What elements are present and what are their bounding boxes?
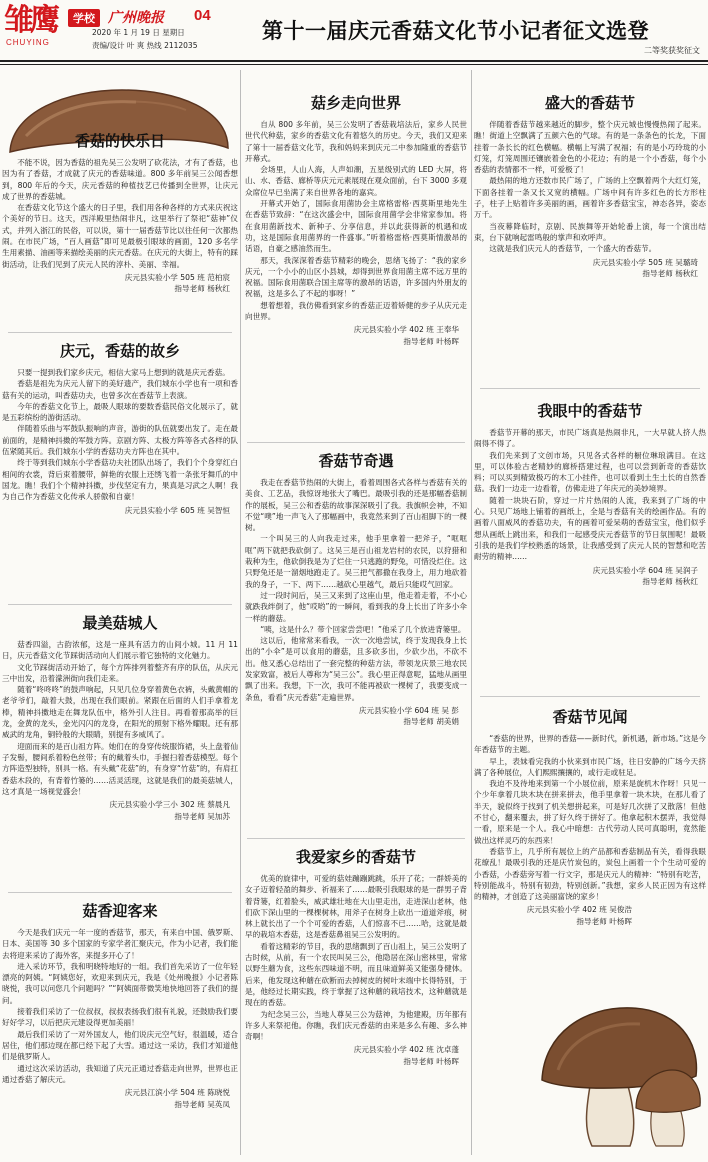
article-body <box>245 873 467 1042</box>
article-body <box>245 119 467 322</box>
article-hometown-of-mushroom <box>2 340 238 516</box>
paragraph: 香菇节上，几乎所有展位上的产品都和香菇制品有关，看得我眼花缭乱！最吸引我的还是庆竹炭包的，炭包上画着一个个生动可爱的小香菇，小香菇旁写着一行文字，那是庆元人的精神：“特别有吃苦，特别能战斗，特别有韧劲，特别创新。”我想，家乡人民正因为有这样的精神，才创造了这美丽富饶的家乡！ <box>474 846 706 902</box>
byline-teacher: 指导老师 杨秋红 <box>642 269 698 279</box>
separator <box>247 838 465 839</box>
paragraph: 那天，我深深着香菇节精彩的晚会，思绪飞扬了：“我的家乡庆元，一个小小的山区小县城，却得到世界食用菌主席不远万里的祝福。国际食用菌联合国主席等的激昂的话语，许多国内外朋友的祝福，这是多么了不起的事呀！” <box>245 255 467 299</box>
byline-author: 庆元县实验小学 402 班 沈卓蓬 <box>353 1045 459 1055</box>
article-body <box>2 367 238 503</box>
byline-teacher: 指导老师 叶杨晖 <box>576 916 632 926</box>
paragraph: 我们先来到了文创市场，只见各式各样的橱位琳琅满目。在这里，可以体验古老精妙的廊桥搭建过程，也可以尝到新奇的香菇饮料；可以买到精致极巧的木工小挂件，也可以看到土生土长的自然香菇。我们一边走一边看着，仿佛走进了年庆元的美妙境界。 <box>474 450 706 494</box>
masthead <box>0 0 708 66</box>
byline-author: 庆元县实验小学 604 班 吴润子 <box>592 565 698 575</box>
paragraph: 伴随着乐曲与军鼓队振响的声音，游街的队伍就要出发了。走在最前面的，是精神抖擞的军鼓方阵。京剧方阵、太极方阵等各式各样的队伍紧随其后。我们城东小学的香菇功夫方阵也在其中。 <box>2 424 238 457</box>
paragraph: 今年的香菇文化节上，最吸人眼球的要数香菇民俗文化展示了，就是五彩缤纷的游街活动。 <box>2 401 238 423</box>
paragraph: 迎面而来的是百山祖方阵。她们在的身穿传统服饰裙，头上盘着仙子发髻，腰间系着粉色丝带；有的戴着头巾，手握扫着香菇模型。每个方阵造型独特，别具一格。有头戴“花菇”的，有身穿“竹菇”的，有肩扛香菇木段的，有背着竹篓的……活灵活现，这就是我们的最美菇城人，这才真是一场视觉盛会！ <box>2 741 238 796</box>
paragraph: 看着这精彩的节目，我的思绪飘到了百山祖上，吴三公发明了古时候，从前，有一个农民叫吴三公，他隐居在深山密林里，常常以野生蘑为食，这些东西味道不明，而且味道鲜美又能强身健体。后来，他发现这种蘑在砍断而去掉树皮的树叶末端中长得特别，于是，他经过长期实践，终于掌握了这种蘑的栽培技术，这种蘑就是现在的香菇。 <box>245 941 467 1008</box>
article-grand-festival <box>474 92 706 280</box>
article-title: 我爱家乡的香菇节 <box>295 848 416 866</box>
paragraph: 最热闹的地方还数市民广场了，广场的上空飘着两个大红灯笼，下面各挂着一条又长又宽的横幅。广场中间有许多红色的长方形柱子，柱子上贴着许多美丽的画，画着许多香菇宝宝，神态各异，姿态万千。 <box>474 176 706 220</box>
paragraph: 过一段时间后，吴三又来到了这座山里，他走着走着，不小心就跌我绊倒了，他“哎哟”的一瞬间，看到我的身上长出了许多小伞一样的蘑菇。 <box>245 590 467 623</box>
byline-author: 庆元县实验小学 402 班 王奉华 <box>353 325 459 335</box>
byline-author: 庆元县实验小学 605 班 吴智恒 <box>124 505 230 515</box>
article-byline <box>245 1044 467 1067</box>
article-title: 菇乡走向世界 <box>310 94 401 112</box>
paragraph: 只要一提到我们家乡庆元，相信大家马上想到的就是庆元香菇。 <box>17 368 230 377</box>
article-body <box>245 477 467 703</box>
article-body <box>2 157 238 270</box>
header-rule-thin <box>0 64 708 65</box>
paragraph: 文化节踩街活动开始了，每个方阵排列着整齐有序的队伍，从庆元三中出发，沿着濛洲街向我们走来。 <box>2 662 238 683</box>
issue-editors: 责编/设计 叶 爽 热线 2112035 <box>92 41 198 50</box>
byline-author: 庆元县实验小学三小 302 班 蔡晨凡 <box>109 800 230 810</box>
paragraph: 我迫不及待地来到第一个小展位前，原来是旋机木作呀！只见一个少年拿着几块木块在拼来拼去，他手里拿着一块木块，在那儿看了半天，貌似终于找到了机关想拼起来，可是好几次拼了又散落！但他不甘心，翻来覆去，拼了好久终于拼好了。他拿起积木摆弄，我觉得一看，原来是一个人。我心中暗想：古代劳动人民可真聪明，竟然能做出这样灵巧的东西来！ <box>474 779 706 845</box>
paragraph: 随着“咚咚咚”的鼓声响起，只见几位身穿着黄色衣裤，头戴黄帽的老爷爷们，敲着大鼓，出现在我们眼前。紧跟在后面的人们手拿着龙棒，精神抖擞地走在舞龙队伍中，格外引人注目。再看着那高举的巨龙，金黄的龙头，金光闪闪的龙身，在阳光的照射下格外耀眼。还有那威武的龙角，铜铃般的大眼睛，别提有多威风了。 <box>2 685 238 740</box>
article-byline <box>2 799 238 822</box>
byline-teacher: 指导老师 吴英凤 <box>174 1099 230 1109</box>
paragraph: 最后我们采访了一对外国友人，他们说庆元空气好，很温暖，适合居住，他们那边现在都已经下起了大雪。通过这一采访，我们才知道他们是俄罗斯人。 <box>2 1029 238 1062</box>
byline-teacher: 指导老师 胡美娟 <box>403 717 459 727</box>
column-left <box>2 70 238 1155</box>
paragraph: 早上，表妹看完我的小伙来到市民广场，往日安静的广场今天挤满了各种展位，人们熙熙攘攘的，或行走或驻足。 <box>474 756 706 777</box>
article-festival-observations <box>474 706 706 927</box>
article-body <box>474 427 706 563</box>
separator <box>8 332 232 333</box>
article-title: 我眼中的香菇节 <box>537 402 643 420</box>
issue-date: 2020 年 1 月 19 日 星期日 <box>92 28 185 37</box>
paragraph: 随着一块块石阶，穿过一片片热闹的人流，我来到了广场的中心。只见广场地上铺着的画纸上，全是与香菇有关的绘画作品。有的画着八面威风的香菇功夫，有的画着可爱呆萌的香菇宝宝，他们似乎想从画纸上跳出来，和我们一起感受庆元香菇节的节日氛围呢！最吸引我的是我们学校熟悉的场景，让我感受到了庆元人民的智慧和吃苦耐劳的精神…… <box>474 495 706 562</box>
paragraph: 接着我们采访了一位叔叔，叔叔表扬我们很有礼貌，还鼓励我们要好好学习，以后把庆元建设得更加美丽！ <box>2 1007 238 1028</box>
byline-author: 庆元县实验小学 402 班 吴俊浩 <box>526 905 632 915</box>
logo <box>4 4 68 50</box>
article-most-beautiful-people <box>2 612 238 822</box>
byline-author: 庆元县实验小学 505 班 吴璐琦 <box>592 257 698 267</box>
article-title: 香菇的快乐日 <box>74 132 165 150</box>
paragraph: 终于等到我们城东小学香菇功夫社团队出场了，我们个个身穿红白相间的衣裳，背后束着腰带，鲜艳的衣服上还绣飞着一条张牙舞爪的中国龙。瞧！我们个个精神抖擞，步伐坚定有力，果真是习武之人啊！我为自己作为香菇文化传承人骄傲和自豪！ <box>2 458 238 502</box>
article-welcome-guests <box>2 900 238 1110</box>
article-byline <box>474 257 706 280</box>
article-festival-adventure <box>245 450 467 728</box>
byline-author: 庆元县实验小学 604 班 吴 彭 <box>358 705 459 715</box>
separator <box>8 604 232 605</box>
article-byline <box>2 1087 238 1110</box>
article-to-the-world <box>245 92 467 347</box>
article-body <box>474 733 706 902</box>
paragraph: 为纪念吴三公，当地人尊吴三公为菇神，为他建殿，历年都有许多人来祭祀他。你瞧，我们庆元香菇的由来是多么有趣、多么神奇啊！ <box>245 1009 467 1042</box>
article-title: 香菇节奇遇 <box>318 452 394 470</box>
article-byline <box>474 904 706 927</box>
article-byline <box>245 705 467 728</box>
article-mushroom-happy-day <box>2 130 238 295</box>
separator <box>480 388 700 389</box>
article-body <box>474 119 706 255</box>
article-byline <box>245 324 467 347</box>
paragraph: 会场里，人山人海，人声如潮，五星级别式的 LED 大屏，将山、水、香菇、廊桥等庆元元素展现在观众面前，台下 3000 多观众席位早已坐满了来自世界各地的嘉宾。 <box>245 165 467 197</box>
byline-teacher: 指导老师 杨秋红 <box>174 284 230 294</box>
paragraph: 这以后，他常常来看我，一次一次地尝试，终于发现我身上长出的“小伞”是可以食用的蘑菇，且多砍多出，少砍少出，不砍不出。他又悉心总结出了一套完整的种菇方法，带领龙庆景三地农民发家致富，被后人尊称为“吴三公”。我心里正得意呢，猛地从画里飘了出来。我想，下一次，我可不能再被砍一棵树了，我要变成一条鱼，看看“庆元香菇”走遍世界。 <box>245 636 467 702</box>
paragraph: 通过这次采访活动，我知道了庆元正通过香菇走向世界，世界也正通过香菇了解庆元。 <box>2 1063 238 1084</box>
paragraph: 当夜幕降临时，京剧、民族舞等开始轮番上演，每一个演出结束，台下就响起雷鸣般的掌声和欢呼声。 <box>474 221 706 242</box>
article-body <box>2 639 238 797</box>
article-title: 庆元，香菇的故乡 <box>59 342 180 360</box>
article-byline <box>2 272 238 295</box>
article-body <box>2 927 238 1085</box>
mushroom-illustration <box>532 990 704 1150</box>
paragraph: 不能不说，因为香菇的祖先吴三公发明了砍花法，才有了香菇，也因为有了香菇，才成就了庆元的香菇味道。800 多年前吴三公闻香想到，800 年后的今天，庆元香菇的种植技艺已传播到全世界，让庆元成了世界的香菇城。 <box>2 158 238 201</box>
paragraph: “香菇的世界，世界的香菇——新时代，新机遇，新市场。”这是今年香菇节的主题。 <box>474 734 706 755</box>
paragraph: 伴随着香菇节越来越近的脚步，整个庆元城也慢慢热闹了起来。瞧！街道上空飘满了五颜六色的气球。有的是一条条色的长龙，下面挂着一条长长的红色横幅。横幅上写满了祝福；有的是小巧玲珑的小灯笼，灯笼周围还镶嵌着金色的小花边；有的是一个小香菇，每个小香菇的表情都不一样，可爱极了！ <box>474 120 706 175</box>
byline-author: 庆元县实验小学 505 班 范柏宸 <box>124 272 230 282</box>
separator <box>8 892 232 893</box>
paragraph: 进入采访环节，我和明晓特地好的一组。我们首先采访了一位年轻漂亮的阿姨。“阿姨您好，欢迎来到庆元，我是《处州晚报》小记者陈晓悦，我可以问您几个问题吗？”“阿姨面带微笑地快地回答了我们的提问。 <box>2 961 238 1005</box>
page-headline: 第十一届庆元香菇文化节小记者征文选登 <box>262 19 649 43</box>
article-title: 盛大的香菇节 <box>544 94 635 112</box>
column-middle <box>240 70 472 1155</box>
article-byline <box>2 505 238 517</box>
paragraph: 我走在香菇节热闹的大街上，看着周围各式各样与香菇有关的美食、工艺品，我惊讶地张大了嘴巴。最吸引我的还是那幅香菇制作的展板，吴三公和香菇的故事深深吸引了我。我旗帜会神，不知不觉“噗”地一声飞入了那幅画中，我竟然来到了百山祖脚下的一棵树。 <box>245 478 467 533</box>
byline-teacher: 指导老师 吴加苏 <box>174 811 230 821</box>
article-love-hometown-festival <box>245 846 467 1067</box>
section-badge: 学校 <box>68 9 100 27</box>
byline-teacher: 指导老师 杨秋红 <box>642 577 698 587</box>
logo-latin: CHUYING <box>6 38 50 47</box>
article-title: 菇香迎客来 <box>82 902 158 920</box>
paragraph: “咦，这是什么？带个回家尝尝吧！”他采了几个放进背篓里。 <box>260 624 466 634</box>
separator <box>480 696 700 697</box>
paragraph: 优美的旋律中，可爱的菇娃蹦蹦跳跳，乐开了花；一群娇美的女子迈着轻盈的舞步、祈福来了……最吸引我眼球的是一群男子背着背篓，红着脸头，威武雄壮地在大山里走出，走进深山老林，他们砍下深山里的一棵棵树林，用斧子在树身上砍出一道道斧痕，树林上就长出了一个个可爱的香菇，人们惊喜不已……哈，这就是最早的栽培木香菇，这是香菇鼻祖吴三公发明的。 <box>245 874 467 940</box>
paper-name: 广州晚报 <box>108 10 164 26</box>
paragraph: 在香菇文化节这个盛大的日子里，我们用各种各样的方式来庆祝这个美好的节日。这天，西洋殿里热闹非凡，这里举行了祭祀“菇神”仪式，并列入浙江的民俗，可以说，第十一届香菇节比以往任何一次都热闹。在市民广场，“百人画菇”即可见最极引眼球的画面，120 多名学生用素描、油画等来描绘美丽的庆元香菇。在庆元的大街上，特有的踩街活动，让我们见到了庆元人民的淳朴、美丽、幸福。 <box>2 203 238 269</box>
article-title: 最美菇城人 <box>82 614 158 632</box>
byline-author: 庆元县江滨小学 504 班 陈晓悦 <box>124 1088 230 1098</box>
byline-teacher: 指导老师 叶杨晖 <box>403 1056 459 1066</box>
paragraph: 一个叫吴三的人向我走过来，他手里拿着一把斧子，“哐哐哐”两下就把我砍倒了。这吴三是百山祖龙岩村的农民，以狩猎和栽种为生，他砍倒我是为了烂住一只逃跑的野兔，可惜没烂住。这只野兔还是一溜烟地跑走了。吴三把气都撒在我身上，用力地砍着我的身子，一下、两下……越砍心里越气，最后只能哎气回家。 <box>245 534 467 589</box>
paragraph: 香菇节开幕的那天，市民广场真是热闹非凡，一大早就人挤人热闹得不得了。 <box>474 428 706 449</box>
paragraph: 开幕式开始了，国际食用菌协会主席格雷格·西莫斯里地先生在香菇节致辞：“在这次盛会中，国际食用菌学会非常家参加。将在食用菌新技术、新种子、分享信息，并以此获得新的机遇和成功，这是国际食用菌界的一件盛事。”听着格雷格·西莫斯情激昂的话语，自豪之感油然而生。 <box>245 199 467 254</box>
page-subheadline: 二等奖获奖征文 <box>644 46 700 55</box>
article-title: 香菇节见闻 <box>552 708 628 726</box>
page-number: 04 <box>194 7 211 24</box>
article-festival-in-my-eyes <box>474 400 706 588</box>
byline-teacher: 指导老师 叶杨晖 <box>403 336 459 346</box>
paragraph: 想着想着，我仿佛看到家乡的香菇正迈着矫健的步子从庆元走向世界。 <box>245 300 467 322</box>
separator <box>247 442 465 443</box>
logo-hanzi: 雏鹰 <box>4 3 56 38</box>
paragraph: 自从 800 多年前，吴三公发明了香菇栽培法后，家乡人民世世代代种菇，家乡的香菇文化有着悠久的历史。今天，我们又迎来了第十一届香菇文化节，我和妈妈来到庆元二中参加隆重的香菇节开幕式。 <box>245 120 467 163</box>
paragraph: 这就是我们庆元人的香菇节，一个盛大的香菇节。 <box>489 244 657 254</box>
paragraph: 菇香四溢，古韵浓郁，这是一座具有活力的山间小城。11 月 11 日，庆元香菇文化节踩街活动向人们展示着它独特的文化魅力。 <box>2 640 238 661</box>
header-rule <box>0 60 708 62</box>
paragraph: 香菇是祖先为庆元人留下的美好遗产，我们城东小学也有一项和香菇有关的运动，叫香菇功夫，也曾多次在香菇节上表演。 <box>2 379 238 400</box>
paragraph: 今天是我们庆元一年一度的香菇节，那天，有来自中国、俄罗斯、日本、美国等 30 多个国家的专家学者汇聚庆元，作为小记者，我们能去将迎来采访了海外客，来提多开心了！ <box>2 928 238 960</box>
article-byline <box>474 565 706 588</box>
